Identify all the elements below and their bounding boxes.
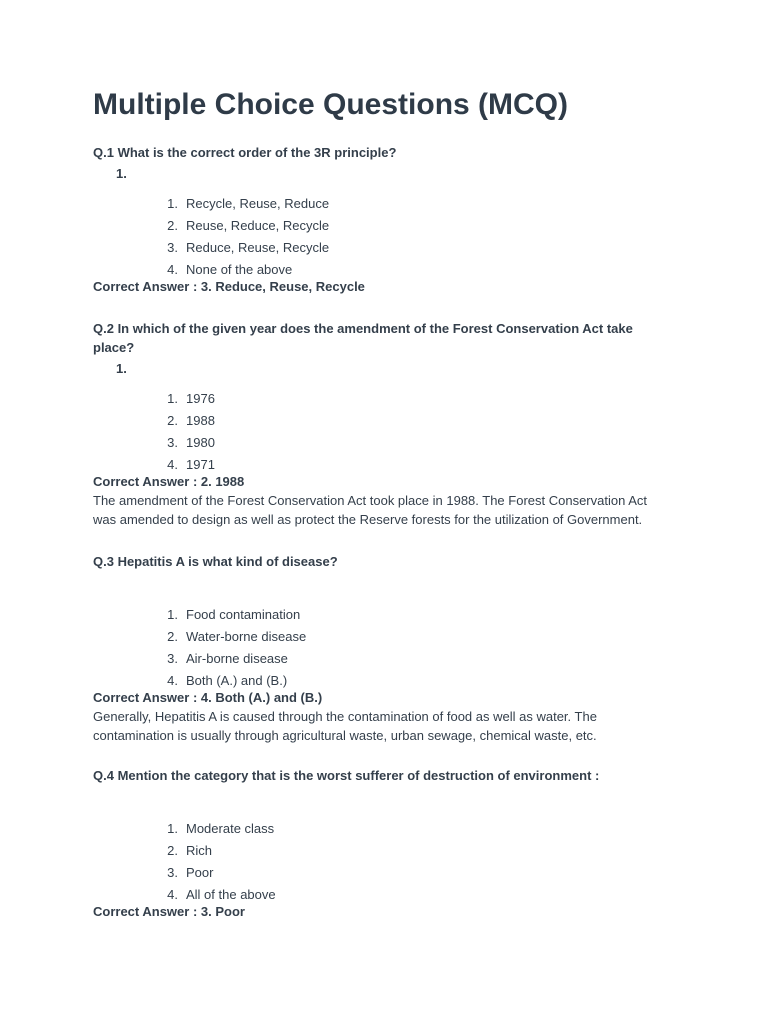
question-text: Q.1 What is the correct order of the 3R principle?: [93, 145, 397, 160]
option-number: 2.: [167, 218, 178, 233]
page-title: Multiple Choice Questions (MCQ): [93, 88, 569, 121]
option-item: [93, 215, 683, 237]
option-number: 3.: [167, 435, 178, 450]
option-text: 1980: [186, 435, 215, 450]
option-text: Poor: [186, 865, 214, 880]
option-item: [93, 193, 683, 215]
option-number: 1.: [167, 196, 178, 211]
option-number: 4.: [167, 673, 178, 688]
option-text: Recycle, Reuse, Reduce: [186, 196, 330, 211]
option-item: [93, 388, 683, 410]
options-list: [93, 818, 683, 906]
options-list: [93, 604, 683, 692]
option-item: [93, 604, 683, 626]
question-block-3: [93, 552, 683, 745]
option-text: Air-borne disease: [186, 651, 288, 666]
correct-answer: Correct Answer : 2. 1988: [93, 474, 245, 489]
option-number: 1.: [167, 391, 178, 406]
option-number: 4.: [167, 457, 178, 472]
option-item: [93, 432, 683, 454]
outer-list-number: 1.: [116, 361, 127, 376]
option-item: [93, 670, 683, 692]
option-text: Reduce, Reuse, Recycle: [186, 240, 330, 255]
options-list: [93, 193, 683, 281]
option-text: All of the above: [186, 887, 276, 902]
option-number: 2.: [167, 413, 178, 428]
option-text: None of the above: [186, 262, 293, 277]
question-line: place?: [93, 340, 135, 355]
question-text: Q.3 Hepatitis A is what kind of disease?: [93, 554, 338, 569]
option-item: [93, 626, 683, 648]
correct-answer: Correct Answer : 3. Poor: [93, 904, 245, 919]
explanation-line: The amendment of the Forest Conservation Act took place in 1988. The Forest Conservation Act: [93, 493, 648, 508]
option-item: [93, 237, 683, 259]
options-list: [93, 388, 683, 476]
option-item: [93, 862, 683, 884]
question-block-1: [93, 143, 683, 296]
explanation-line: Generally, Hepatitis A is caused through the contamination of food as well as water. The: [93, 709, 597, 724]
option-text: 1976: [186, 391, 215, 406]
correct-answer: Correct Answer : 3. Reduce, Reuse, Recycle: [93, 279, 365, 294]
explanation-line: contamination is usually through agricultural waste, urban sewage, chemical waste, etc.: [93, 728, 597, 743]
option-number: 2.: [167, 843, 178, 858]
option-text: 1988: [186, 413, 215, 428]
question-text: [93, 319, 683, 357]
question-line: Q.2 In which of the given year does the amendment of the Forest Conservation Act take: [93, 321, 633, 336]
option-text: 1971: [186, 457, 215, 472]
option-item: [93, 840, 683, 862]
option-number: 1.: [167, 607, 178, 622]
question-block-4: [93, 766, 683, 921]
option-number: 2.: [167, 629, 178, 644]
option-number: 3.: [167, 240, 178, 255]
option-number: 3.: [167, 865, 178, 880]
option-text: Rich: [186, 843, 213, 858]
explanation-text: [93, 491, 683, 529]
option-text: Food contamination: [186, 607, 301, 622]
explanation-line: was amended to design as well as protect the Reserve forests for the utilization of Government.: [93, 512, 643, 527]
option-item: [93, 410, 683, 432]
option-item: [93, 818, 683, 840]
option-number: 4.: [167, 262, 178, 277]
outer-list-number: 1.: [116, 166, 127, 181]
question-block-2: [93, 319, 683, 529]
option-text: Both (A.) and (B.): [186, 673, 288, 688]
option-text: Water-borne disease: [186, 629, 307, 644]
option-item: [93, 884, 683, 906]
option-number: 3.: [167, 651, 178, 666]
option-item: [93, 259, 683, 281]
explanation-text: [93, 707, 683, 745]
option-number: 1.: [167, 821, 178, 836]
option-text: Reuse, Reduce, Recycle: [186, 218, 330, 233]
option-item: [93, 454, 683, 476]
option-item: [93, 648, 683, 670]
question-text: Q.4 Mention the category that is the worst sufferer of destruction of environment :: [93, 768, 600, 783]
option-text: Moderate class: [186, 821, 275, 836]
option-number: 4.: [167, 887, 178, 902]
correct-answer: Correct Answer : 4. Both (A.) and (B.): [93, 690, 323, 705]
